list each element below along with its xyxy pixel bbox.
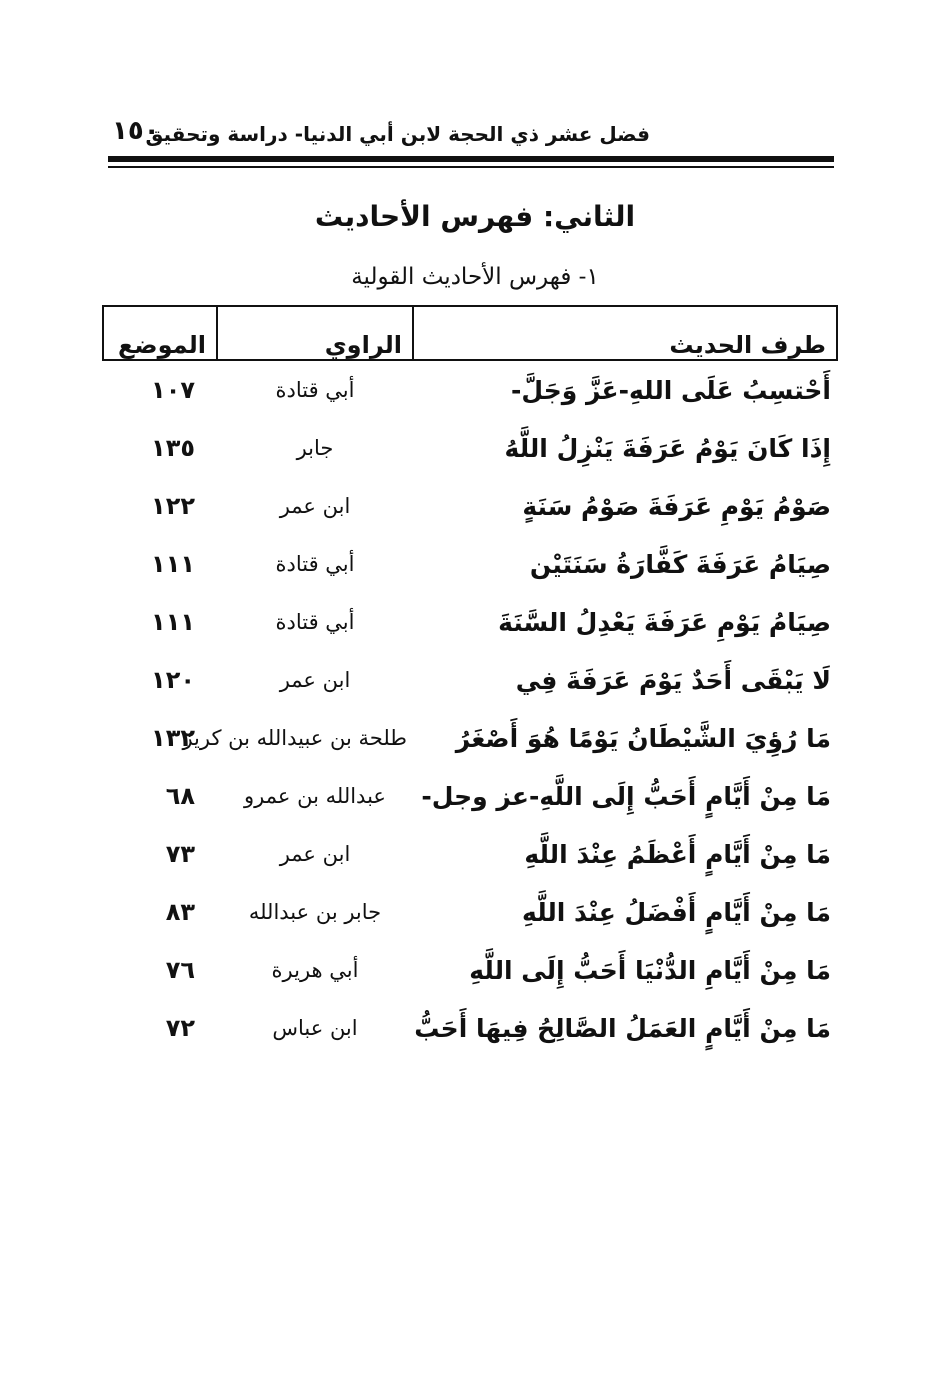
- narrator-name: ابن عباس: [272, 1016, 358, 1040]
- hadith-text: مَا مِنْ أَيَّامٍ أَعْظَمُ عِنْدَ اللَّهِ: [524, 839, 831, 869]
- narrator-name: طلحة بن عبيدالله بن كريز: [182, 726, 407, 750]
- page-reference: ١٠٧: [151, 376, 195, 404]
- section-title: الثاني: فهرس الأحاديث: [314, 200, 636, 233]
- header-page: الموضع: [103, 306, 217, 360]
- table-row: [103, 767, 837, 825]
- page-reference: ٦٨: [165, 782, 195, 810]
- hadith-text: أَحْتسِبُ عَلَى اللهِ-عَزَّ وَجَلَّ-: [511, 375, 831, 405]
- page-reference: ١١١: [151, 550, 195, 578]
- table-row: [103, 709, 837, 767]
- table-row: [103, 593, 837, 651]
- page-reference: ١٢٢: [151, 492, 195, 520]
- narrator-name: ابن عمر: [279, 494, 351, 518]
- header-rule-thin: [108, 166, 834, 168]
- page-reference: ١٣٥: [151, 434, 195, 462]
- hadith-text: مَا مِنْ أَيَّامٍ أَحَبُّ إِلَى اللَّهِ-عز وجل-: [421, 781, 831, 811]
- page-reference: ٧٦: [165, 956, 195, 984]
- table-row: [103, 999, 837, 1057]
- table-row: [103, 941, 837, 999]
- narrator-name: أبي قتادة: [275, 378, 355, 402]
- narrator-name: أبي قتادة: [275, 552, 355, 576]
- page-reference: ٧٢: [165, 1014, 195, 1042]
- narrator-name: ابن عمر: [279, 668, 351, 692]
- table-row: [103, 651, 837, 709]
- hadith-text: صِيَامُ عَرَفَةَ كَفَّارَةُ سَنَتَيْن: [529, 549, 831, 579]
- hadith-text: لَا يَبْقَى أَحَدٌ يَوْمَ عَرَفَةَ فِي: [515, 665, 831, 695]
- page-reference: ٧٣: [165, 840, 195, 868]
- header-rule-thick: [108, 156, 834, 162]
- hadith-text: صِيَامُ يَوْمِ عَرَفَةَ يَعْدِلُ السَّنَةَ: [498, 607, 831, 637]
- hadith-text: صَوْمُ يَوْمِ عَرَفَةَ صَوْمُ سَنَةٍ: [522, 491, 831, 521]
- subsection-title: ١- فهرس الأحاديث القولية: [351, 264, 599, 290]
- table-row: [103, 825, 837, 883]
- narrator-name: ابن عمر: [279, 842, 351, 866]
- hadith-text: مَا رُؤِيَ الشَّيْطَانُ يَوْمًا هُوَ أَصْغَرُ: [455, 723, 831, 753]
- narrator-name: أبي قتادة: [275, 610, 355, 634]
- table-row: [103, 535, 837, 593]
- narrator-name: عبدالله بن عمرو: [244, 784, 386, 808]
- narrator-name: أبي هريرة: [271, 958, 359, 982]
- table-row: [103, 477, 837, 535]
- header-narrator: الراوي: [217, 306, 413, 360]
- hadith-index-table: [102, 305, 838, 1057]
- page-reference: ١٢٠: [151, 666, 195, 694]
- header-hadith: طرف الحديث: [413, 306, 837, 360]
- hadith-text: مَا مِنْ أَيَّامٍ أَفْضَلُ عِنْدَ اللَّهِ: [522, 897, 831, 927]
- running-header-title: فضل عشر ذي الحجة لابن أبي الدنيا- دراسة وتحقيق: [145, 122, 650, 146]
- table-row: [103, 419, 837, 477]
- narrator-name: جابر بن عبدالله: [248, 900, 382, 924]
- page-reference: ١١١: [151, 608, 195, 636]
- hadith-text: إِذَا كَانَ يَوْمُ عَرَفَةَ يَنْزِلُ اللَّهُ: [504, 433, 831, 463]
- table-header-row: [103, 306, 837, 360]
- narrator-name: جابر: [296, 436, 334, 460]
- hadith-text: مَا مِنْ أَيَّامٍ العَمَلُ الصَّالِحُ فِيهَا أَحَبُّ: [414, 1013, 831, 1043]
- hadith-text: مَا مِنْ أَيَّامِ الدُّنْيَا أَحَبُّ إِلَى اللَّهِ: [469, 955, 831, 985]
- page-reference: ١٣٢: [151, 724, 195, 752]
- table-row: [103, 883, 837, 941]
- table-row: [103, 360, 837, 419]
- page-number: ١٥٠: [112, 116, 160, 146]
- page-reference: ٨٣: [165, 898, 195, 926]
